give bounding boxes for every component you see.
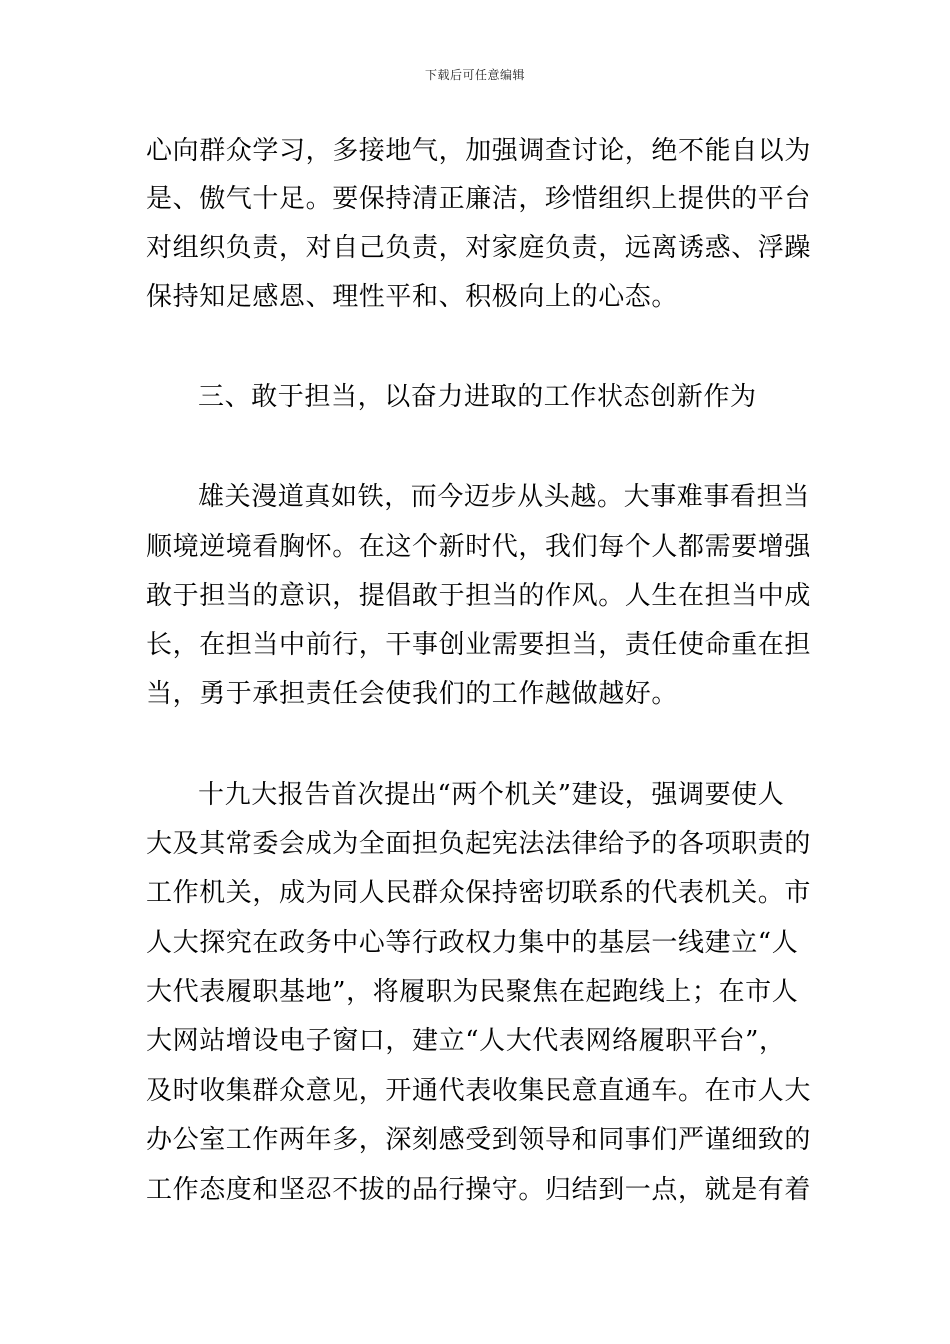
paragraph-2-line-5: 当，勇于承担责任会使我们的工作越做越好。 (146, 679, 679, 709)
paragraph-3-line-3: 工作机关，成为同人民群众保持密切联系的代表机关。市 (146, 878, 812, 908)
paragraph-2-line-4: 长，在担当中前行，干事创业需要担当，责任使命重在担 (146, 630, 812, 660)
paragraph-3-line-9: 工作态度和坚忍不拔的品行操守。归结到一点，就是有着 (146, 1175, 812, 1205)
paragraph-3-line-1: 十九大报告首次提出“两个机关”建设，强调要使人 (198, 780, 785, 810)
paragraph-3-line-2: 大及其常委会成为全面担负起宪法法律给予的各项职责的 (146, 829, 812, 859)
paragraph-3-line-7: 及时收集群众意见，开通代表收集民意直通车。在市人大 (146, 1076, 812, 1106)
paragraph-1-line-1: 心向群众学习，多接地气，加强调查讨论，绝不能自以为 (146, 136, 812, 166)
paragraph-3-line-8: 办公室工作两年多，深刻感受到领导和同事们严谨细致的 (146, 1125, 812, 1155)
page-header-note: 下载后可任意编辑 (424, 68, 525, 82)
paragraph-3-line-5: 大代表履职基地”，将履职为民聚焦在起跑线上；在市人 (146, 977, 799, 1007)
section-heading: 三、敢于担当，以奋力进取的工作状态创新作为 (198, 382, 757, 412)
paragraph-1-line-3: 对组织负责，对自己负责，对家庭负责，远离诱惑、浮躁 (146, 233, 812, 263)
paragraph-2-line-3: 敢于担当的意识，提倡敢于担当的作风。人生在担当中成 (146, 581, 812, 611)
paragraph-3-line-6: 大网站增设电子窗口，建立“人大代表网络履职平台”， (146, 1026, 786, 1056)
paragraph-3-line-4: 人大探究在政务中心等行政权力集中的基层一线建立“人 (146, 928, 799, 958)
paragraph-1-line-2: 是、傲气十足。要保持清正廉洁，珍惜组织上提供的平台 (146, 184, 812, 214)
paragraph-1-line-4: 保持知足感恩、理性平和、积极向上的心态。 (146, 282, 679, 312)
paragraph-2-line-1: 雄关漫道真如铁，而今迈步从头越。大事难事看担当 (198, 482, 810, 512)
paragraph-2-line-2: 顺境逆境看胸怀。在这个新时代，我们每个人都需要增强 (146, 532, 812, 562)
